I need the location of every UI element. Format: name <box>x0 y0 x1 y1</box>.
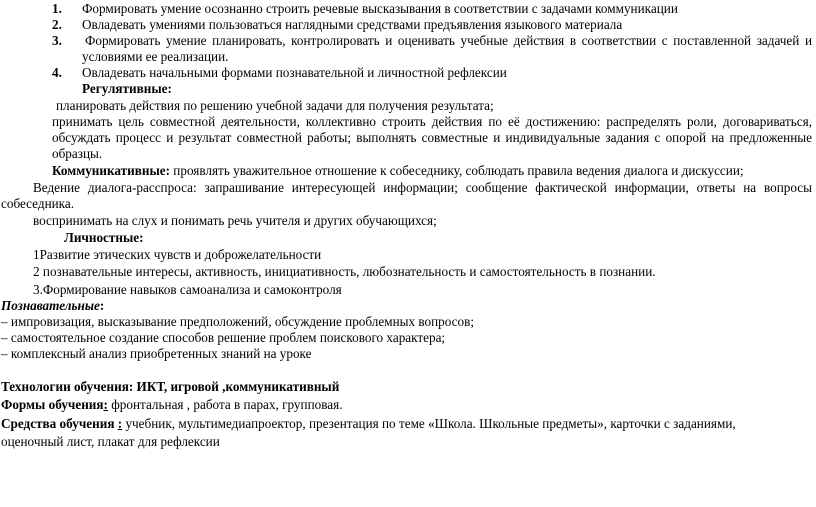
means-text: учебник, мультимедиапроектор, презентация по теме «Школа. Школьные предметы», карточки с заданиями, <box>122 416 736 431</box>
communicative-heading: Коммуникативные: <box>52 163 170 178</box>
communicative-line <box>52 163 744 179</box>
goal-number: 4. <box>52 65 62 80</box>
goal-item-2 <box>52 17 622 33</box>
goal-text: Формировать умение планировать, контролировать и оценивать учебные действия в соответствии с поставленной задачей и <box>85 33 812 48</box>
goal-text: Овладевать умениями пользоваться наглядными средствами предъявления языкового материала <box>82 17 623 32</box>
forms-line <box>1 397 343 413</box>
regulative-heading: Регулятивные: <box>82 81 172 96</box>
goal-item-3 <box>52 33 812 49</box>
personal-item: 1Развитие этических чувств и доброжелательности <box>33 247 322 262</box>
goal-text: Овладевать начальными формами познавательной и личностной рефлексии <box>82 65 507 80</box>
goal-number: 1. <box>52 1 62 16</box>
cognitive-item: – самостоятельное создание способов решение проблем поискового характера; <box>1 330 446 345</box>
dialog-line: Ведение диалога-расспроса: запрашивание интересующей информации; сообщение фактической информации, ответы на вопросы <box>33 180 812 195</box>
forms-label: Формы обучения <box>1 397 104 412</box>
means-colon: : <box>117 416 123 431</box>
means-line-continued: оценочный лист, плакат для рефлексии <box>1 434 220 449</box>
listen-line: воспринимать на слух и понимать речь учителя и других обучающихся; <box>33 213 437 228</box>
regulative-line: планировать действия по решению учебной задачи для получения результата; <box>56 98 494 113</box>
goal-text-continued: условиями ее реализации. <box>82 49 229 64</box>
regulative-paragraph-line: образцы. <box>52 146 103 161</box>
dialog-line: собеседника. <box>1 196 75 211</box>
cognitive-colon: : <box>99 298 105 313</box>
means-line <box>1 416 736 432</box>
goal-number: 2. <box>52 17 62 32</box>
cognitive-item: – комплексный анализ приобретенных знаний на уроке <box>1 346 312 361</box>
regulative-paragraph-line: обсуждать процесс и результат совместной работы; выполнять совместные и индивидуальные задания с опорой на предложенные <box>52 130 812 145</box>
personal-heading: Личностные: <box>64 230 144 245</box>
cognitive-heading: Познавательные <box>1 298 100 313</box>
forms-colon: : <box>103 397 108 412</box>
personal-item: 2 познавательные интересы, активность, инициативность, любознательность и самостоятельность в познании. <box>33 264 656 279</box>
technologies-line: Технологии обучения: ИКТ, игровой ,коммуникативный <box>1 379 340 394</box>
personal-item: 3.Формирование навыков самоанализа и самоконтроля <box>33 282 342 297</box>
goal-item-1 <box>52 1 678 17</box>
cognitive-item: – импровизация, высказывание предположений, обсуждение проблемных вопросов; <box>1 314 475 329</box>
regulative-paragraph-line: принимать цель совместной деятельности, коллективно строить действия по её достижению: распределять роли, договариваться, <box>52 114 812 129</box>
means-label: Средства обучения <box>1 416 118 431</box>
goal-item-4 <box>52 65 507 81</box>
goal-number: 3. <box>52 33 62 48</box>
cognitive-heading-line <box>1 298 104 314</box>
goal-text: Формировать умение осознанно строить речевые высказывания в соответствии с задачами коммуникации <box>82 1 678 16</box>
forms-text: фронтальная , работа в парах, групповая. <box>107 397 343 412</box>
communicative-text: проявлять уважительное отношение к собеседнику, соблюдать правила ведения диалога и дискуссии; <box>173 163 744 178</box>
